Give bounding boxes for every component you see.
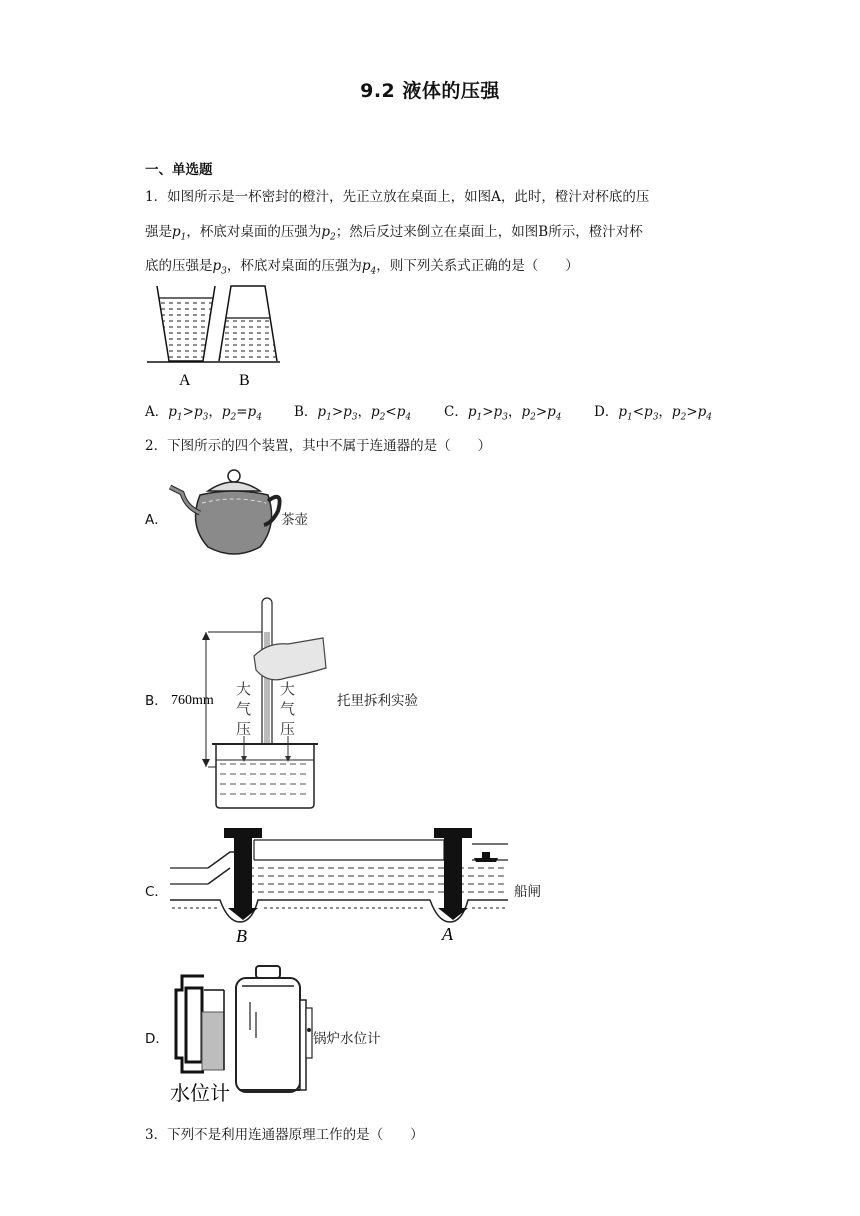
height-label: 760mm [171,693,214,708]
cup-a-label: A [179,372,191,389]
page-title: 9.2 液体的压强 [360,80,500,102]
ship-lock-figure [168,822,513,946]
q1-line-2: 强是$p_1$，杯底对桌面的压强为$p_2$；然后反过来倒立在桌面上，如图B所示，橙汁对杯 [145,224,643,243]
gate-b-label: B [236,926,247,946]
q2-option-d-letter: D． [145,1031,169,1047]
section-heading: 一、单选题 [145,162,213,178]
q1-option-d: D．$p_1<p_3$，$p_2>p_4$ [594,404,713,423]
q2-option-a-letter: A． [145,512,168,528]
ship-lock-caption: 船闸 [514,884,541,900]
teapot-caption: 茶壶 [281,512,308,528]
teapot-figure [168,465,288,565]
svg-text:气: 气 [236,702,252,718]
cup-b-label: B [239,372,250,389]
q2-option-b-letter: B． [145,693,168,709]
q2-stem: 2．下图所示的四个装置，其中不属于连通器的是（ ） [145,438,492,454]
svg-text:压: 压 [236,722,252,738]
gauge-label: 水位计 [170,1083,230,1105]
torricelli-figure [168,594,328,812]
q1-line-3: 底的压强是$p_3$，杯底对桌面的压强为$p_4$，则下列关系式正确的是（ ） [145,258,579,277]
q1-cups-figure [145,282,285,392]
q1-line-1: 1．如图所示是一杯密封的橙汁，先正立放在桌面上，如图A，此时，橙汁对杯底的压 [145,189,650,205]
q1-option-a: A．$p_1>p_3$，$p_2=p_4$ [145,404,262,423]
cup-a [157,286,215,362]
q3-stem: 3．下列不是利用连通器原理工作的是（ ） [145,1127,424,1143]
torricelli-caption: 托里拆利实验 [337,693,418,709]
q1-option-b: B．$p_1>p_3$，$p_2<p_4$ [294,404,412,423]
cup-b [219,286,277,361]
q1-option-c: C．$p_1>p_3$，$p_2>p_4$ [444,404,562,423]
boiler-figure [168,962,316,1110]
q2-option-c-letter: C． [145,884,168,900]
boiler-caption: 锅炉水位计 [313,1031,381,1047]
svg-text:气: 气 [280,702,296,718]
svg-text:大: 大 [280,682,296,698]
svg-text:大: 大 [236,682,252,698]
gate-a-label: A [442,924,453,944]
svg-text:压: 压 [280,722,296,738]
